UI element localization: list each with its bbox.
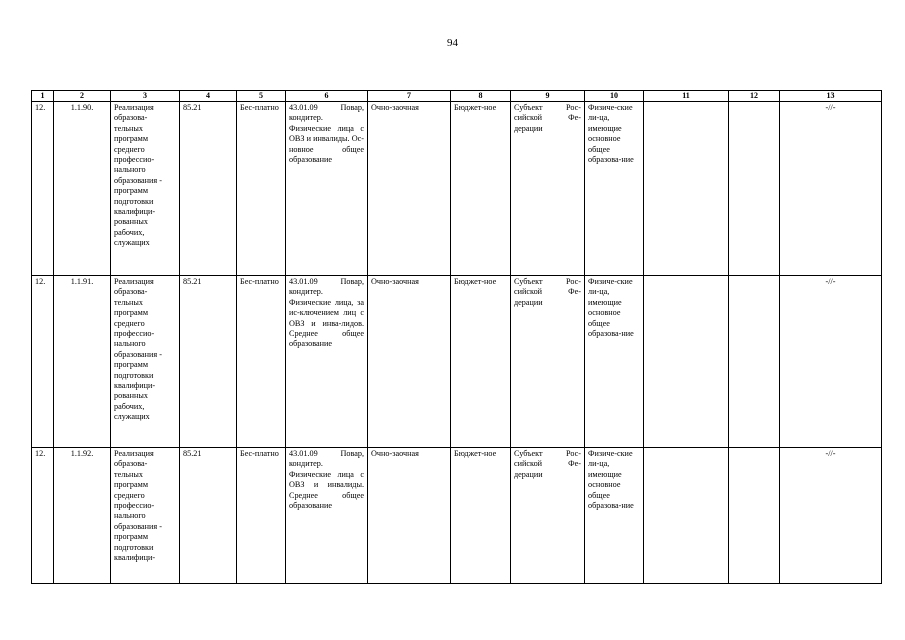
cell-col11: [644, 276, 729, 448]
cell-code: 1.1.91.: [54, 276, 111, 448]
cell-form: Очно-заочная: [368, 448, 451, 584]
column-header: 9: [511, 91, 585, 102]
cell-service-name: Реализация образова-тельных программ среднего профессио-нального образования - программ подготовки квалифици-рованных рабочих, служащих: [111, 102, 180, 276]
cell-okved: 85.21: [180, 448, 237, 584]
table-row: [32, 102, 882, 276]
column-header: 4: [180, 91, 237, 102]
column-header: 6: [286, 91, 368, 102]
cell-number: 12.: [32, 448, 54, 584]
cell-consumers: Физиче-ские ли-ца, имеющие основное общее образова-ние: [585, 448, 644, 584]
cell-budget: Бюджет-ное: [451, 102, 511, 276]
cell-payment: Бес-платно: [237, 102, 286, 276]
cell-service-name: Реализация образова-тельных программ среднего профессио-нального образования - программ подготовки квалифици-рованных рабочих, служащих: [111, 276, 180, 448]
column-header: 8: [451, 91, 511, 102]
cell-col13: -//-: [780, 448, 882, 584]
table-row: [32, 448, 882, 584]
services-table: [31, 90, 882, 584]
cell-code: 1.1.92.: [54, 448, 111, 584]
column-header: 12: [729, 91, 780, 102]
cell-col12: [729, 102, 780, 276]
table-row: [32, 276, 882, 448]
cell-okved: 85.21: [180, 102, 237, 276]
cell-col12: [729, 276, 780, 448]
column-header: 7: [368, 91, 451, 102]
column-header: 1: [32, 91, 54, 102]
cell-col11: [644, 102, 729, 276]
cell-consumers: Физиче-ские ли-ца, имеющие основное общее образова-ние: [585, 276, 644, 448]
column-header: 13: [780, 91, 882, 102]
cell-service-name: Реализация образова-тельных программ среднего профессио-нального образования - программ подготовки квалифици-: [111, 448, 180, 584]
cell-number: 12.: [32, 276, 54, 448]
cell-col11: [644, 448, 729, 584]
cell-program: 43.01.09 Повар, кондитер. Физические лица с ОВЗ и инвалиды. Среднее общее образование: [286, 448, 368, 584]
cell-budget: Бюджет-ное: [451, 448, 511, 584]
cell-program: 43.01.09 Повар, кондитер. Физические лица, за ис-ключением лиц с ОВЗ и инва-лидов. Среднее общее образование: [286, 276, 368, 448]
cell-budget: Бюджет-ное: [451, 276, 511, 448]
column-header: 11: [644, 91, 729, 102]
cell-form: Очно-заочная: [368, 276, 451, 448]
cell-consumers: Физиче-ские ли-ца, имеющие основное общее образова-ние: [585, 102, 644, 276]
cell-payment: Бес-платно: [237, 276, 286, 448]
cell-number: 12.: [32, 102, 54, 276]
cell-level: Субъект Рос-сийской Фе-дерации: [511, 276, 585, 448]
cell-payment: Бес-платно: [237, 448, 286, 584]
cell-okved: 85.21: [180, 276, 237, 448]
header-row: [32, 91, 882, 102]
cell-code: 1.1.90.: [54, 102, 111, 276]
cell-level: Субъект Рос-сийской Фе-дерации: [511, 448, 585, 584]
page-number: 94: [447, 37, 458, 49]
cell-col13: -//-: [780, 102, 882, 276]
cell-col12: [729, 448, 780, 584]
cell-form: Очно-заочная: [368, 102, 451, 276]
cell-col13: -//-: [780, 276, 882, 448]
cell-level: Субъект Рос-сийской Фе-дерации: [511, 102, 585, 276]
column-header: 3: [111, 91, 180, 102]
column-header: 2: [54, 91, 111, 102]
cell-program: 43.01.09 Повар, кондитер. Физические лица с ОВЗ и инвалиды. Ос-новное общее образование: [286, 102, 368, 276]
column-header: 5: [237, 91, 286, 102]
column-header: 10: [585, 91, 644, 102]
